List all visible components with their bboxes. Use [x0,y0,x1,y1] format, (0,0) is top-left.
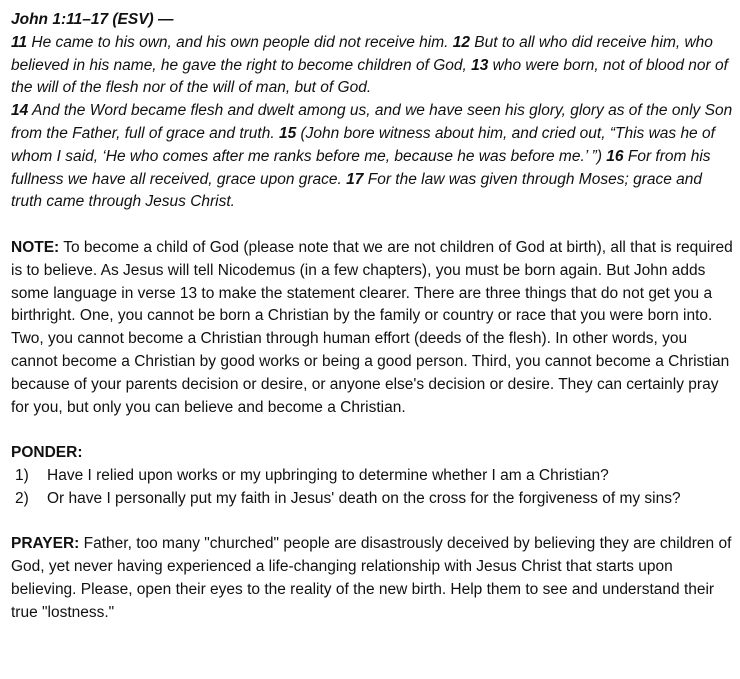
note-label: NOTE: [11,238,60,256]
list-marker: 1) [15,466,29,484]
ponder-label: PONDER: [11,444,83,462]
prayer-text: Father, too many "churched" people are disastrously deceived by believing they are children of God, yet never having experienced a life-changing relationship with Jesus Christ that starts upon believing. Please, open their eyes to the reality of the new birth. Help them to see and understand their true "lostness." [11,535,732,621]
verse-number: 12 [452,33,470,51]
list-item [11,465,735,488]
verse-number: 16 [606,147,624,165]
verse-text: (John bore witness about him, and cried out, “This was he of whom I said, ‘He who comes after me ranks before me, because he was before me.’ ”) [11,124,715,165]
list-item-text: Have I relied upon works or my upbringing to determine whether I am a Christian? [47,466,609,484]
verse-number: 11 [11,33,28,51]
note-section [11,237,735,419]
ponder-list [11,465,735,511]
verse-text: He came to his own, and his own people did not receive him. [27,33,453,51]
scripture-reference: John 1:11–17 (ESV) — [11,11,174,28]
list-marker: 2) [15,489,29,507]
list-item-text: Or have I personally put my faith in Jesus' death on the cross for the forgiveness of my sins? [47,489,681,507]
list-item [11,488,735,511]
verse-text: For from his fullness we have all received, grace upon grace. [11,147,711,188]
verse-text: who were born, not of blood nor of the will of the flesh nor of the will of man, but of God. [11,56,728,97]
devotional-document [11,9,735,625]
spacer [11,214,735,237]
verse-number: 17 [346,170,364,188]
spacer [11,419,735,442]
verse-number: 13 [471,56,489,74]
verse-number: 14 [11,102,29,120]
prayer-section [11,533,735,624]
verse-text: But to all who did receive him, who believed in his name, he gave the right to become children of God, [11,33,713,74]
scripture-paragraph-2 [11,100,735,214]
prayer-label: PRAYER: [11,535,80,553]
scripture-paragraph-1 [11,32,735,100]
note-text: To become a child of God (please note that we are not children of God at birth), all that is required is to believe. As Jesus will tell Nicodemus (in a few chapters), you must be born again. But John adds some language in verse 13 to make the statement clearer. There are three things that do not get you a birthright. One, you cannot be born a Christian by the family or country or race that you were born into. Two, you cannot become a Christian through human effort (deeds of the flesh). In other words, you cannot become a Christian by good works or being a good person. Third, you cannot become a Christian because of your parents decision or desire, or anyone else's decision or desire. They can certainly pray for you, but only you can believe and become a Christian. [11,238,733,416]
verse-number: 15 [278,124,297,142]
verse-text: And the Word became flesh and dwelt among us, and we have seen his glory, glory as of the only Son from the Father, full of grace and truth. [11,102,733,142]
spacer [11,511,735,534]
verse-text: For the law was given through Moses; grace and truth came through Jesus Christ. [11,170,703,211]
